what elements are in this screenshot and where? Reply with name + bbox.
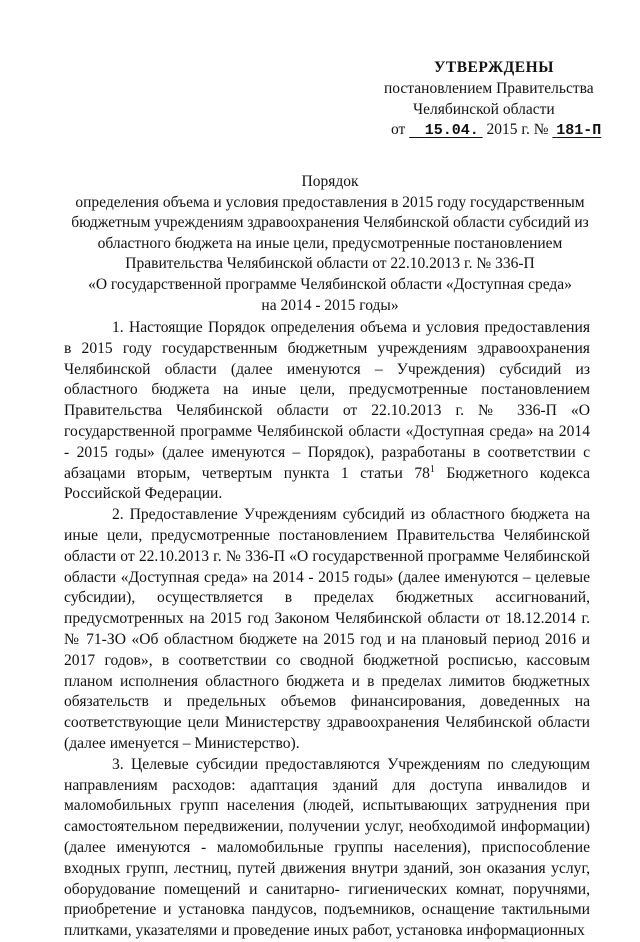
heading-line: определения объема и условия предоставления в 2015 году государственным [75, 193, 585, 211]
paragraph-3: 3. Целевые субсидии предоставляются Учреждениям по следующим направлениям расходов: адаптация зданий для доступа инвалидов и маломобильных групп населения (людей, испытывающих затруднения при самостоятельном передвижении, получении услуг, необходимой информации) (далее именуются - маломобильные группы населения), приспособление входных групп, лестниц, путей движения внутри зданий, зон оказания услуг, оборудование помещений и санитарно- гигиенических комнат, поручнями, приобретение и установка пандусов, подъемников, оснащение тактильными плитками, указателями и проведение иных работ, установка информационных [64, 755, 590, 940]
approval-date: 15.04. [424, 122, 479, 139]
approval-line-1: постановлением Правительства [384, 80, 594, 97]
approval-prefix: от [391, 121, 406, 138]
approval-number: 181-П [556, 122, 602, 139]
paragraph-1 [64, 318, 590, 505]
approval-line-2: Челябинской области [413, 101, 555, 118]
heading-line: бюджетным учреждениям здравоохранения Челябинской области субсидий из [71, 214, 589, 232]
approval-number-underline [552, 121, 601, 138]
heading-line: Правительства Челябинской области от 22.10.2013 г. № 336-П [125, 255, 535, 273]
document-title: Порядок [301, 173, 359, 190]
paragraph-2: 2. Предоставление Учреждениям субсидий из областного бюджета на иные цели, предусмотренные постановлением Правительства Челябинской области от 22.10.2013 г. № 336-П «О государственной программе Челябинской области «Доступная среда» на 2014 - 2015 годы» (далее именуются – целевые субсидии), осуществляется в пределах бюджетных ассигнований, предусмотренных на 2015 год Законом Челябинской области от 18.12.2014 г. № 71-ЗО «Об областном бюджете на 2015 год и на плановый период 2016 и 2017 годов», в соответствии со сводной бюджетной росписью, кассовым планом исполнения областного бюджета и в пределах лимитов бюджетных обязательств и предельных объемов финансирования, доведенных на соответствующие цели Министерству здравоохранения Челябинской области (далее именуется – Министерство). [64, 506, 590, 752]
heading-line: на 2014 - 2015 годы» [261, 296, 399, 314]
paragraph-1-text: 1. Настоящие Порядок определения объема и условия предоставления в 2015 году государственным бюджетным учреждениям здравоохранения Челябинской области (далее именуются – Учреждения) субсидий из областного бюджета на иные цели, предусмотренные постановлением Правительства Челябинской области от 22.10.2013 г. № 336-П «О государственной программе Челябинской области «Доступная среда» на 2014 - 2015 годы» (далее именуются – Порядок), разработаны в соответствии с абзацами вторым, четвертым пункта 1 статьи 78 [64, 319, 590, 482]
paragraph-1-superscript: 1 [429, 463, 435, 475]
document-heading [40, 172, 620, 316]
approval-year: 2015 г. № [486, 121, 549, 138]
paragraph-1-tail: Бюджетного кодекса Российской Федерации. [64, 464, 591, 503]
document-body [64, 318, 590, 942]
heading-line: областного бюджета на иные цели, предусмотренные постановлением [97, 234, 563, 252]
heading-line: «О государственной программе Челябинской области «Доступная среда» [88, 275, 572, 293]
approval-title: УТВЕРЖДЕНЫ [434, 59, 554, 76]
approval-date-line [391, 120, 601, 141]
approval-date-underline [409, 121, 482, 138]
